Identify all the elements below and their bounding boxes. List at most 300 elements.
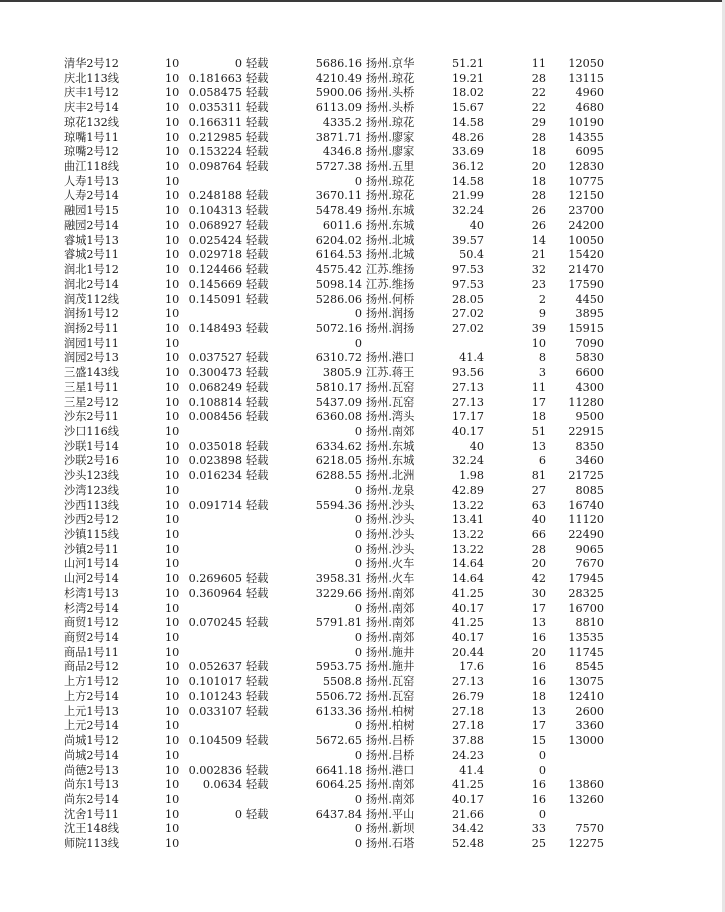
cell-voltage: 10 [165,837,180,851]
table-row [0,337,725,352]
cell-capacity: 5508.8 [322,675,362,689]
cell-total: 13535 [568,631,604,645]
cell-length: 13.22 [451,542,484,556]
cell-count: 26 [531,204,546,218]
cell-total: 24200 [568,218,604,232]
cell-line-name: 融园2号14 [64,218,119,232]
cell-total: 4450 [575,292,604,306]
cell-line-name: 师院113线 [64,837,119,851]
cell-load-status: 轻载 [246,675,269,689]
cell-count: 51 [531,424,546,438]
cell-line-name: 尚东2号14 [64,792,119,806]
cell-length: 41.4 [459,351,484,365]
cell-substation: 扬州.南郊 [366,601,415,615]
cell-length: 34.42 [451,822,484,836]
cell-voltage: 10 [165,277,180,291]
table-row [0,778,725,793]
cell-load-rate: 0.269605 [188,572,242,586]
cell-load-rate: 0.166311 [188,115,242,129]
cell-total: 15915 [568,321,604,335]
cell-capacity: 6113.09 [315,101,362,115]
cell-total: 8085 [575,483,604,497]
cell-voltage: 10 [165,704,180,718]
table-row [0,793,725,808]
cell-length: 19.21 [451,71,484,85]
cell-capacity: 6011.6 [322,218,362,232]
cell-line-name: 润茂112线 [64,292,119,306]
cell-capacity: 0 [354,424,362,438]
cell-substation: 扬州.北城 [366,233,415,247]
cell-load-status: 轻载 [246,439,269,453]
cell-line-name: 睿城1号13 [64,233,119,247]
cell-total: 5830 [575,351,604,365]
table-row [0,72,725,87]
cell-voltage: 10 [165,71,180,85]
cell-total: 4300 [575,380,604,394]
cell-capacity: 5727.38 [315,160,362,174]
cell-total: 13000 [568,734,604,748]
table-row [0,101,725,116]
table-row [0,484,725,499]
cell-substation: 扬州.东城 [366,439,415,453]
cell-length: 27.18 [451,719,484,733]
cell-total: 10050 [568,233,604,247]
cell-capacity: 0 [354,719,362,733]
cell-substation: 扬州.琼花 [366,189,415,203]
cell-load-status: 轻载 [246,277,269,291]
cell-substation: 扬州.头桥 [366,101,415,115]
cell-capacity: 0 [354,748,362,762]
cell-capacity: 5672.65 [315,734,362,748]
cell-voltage: 10 [165,616,180,630]
table-row [0,322,725,337]
table-row [0,528,725,543]
cell-capacity: 0 [354,336,362,350]
cell-substation: 扬州.南郊 [366,792,415,806]
cell-capacity: 6218.05 [315,454,362,468]
cell-voltage: 10 [165,366,180,380]
cell-substation: 扬州.港口 [366,763,415,777]
cell-voltage: 10 [165,557,180,571]
cell-total: 11120 [568,513,604,527]
cell-total: 23700 [568,204,604,218]
cell-length: 33.69 [451,145,484,159]
cell-count: 22 [531,101,546,115]
table-row [0,145,725,160]
cell-load-rate: 0.360964 [188,586,242,600]
cell-line-name: 庆北113线 [64,71,119,85]
cell-load-status: 轻载 [246,778,269,792]
cell-length: 18.02 [451,86,484,100]
cell-count: 10 [531,336,546,350]
cell-count: 27 [531,483,546,497]
cell-voltage: 10 [165,483,180,497]
cell-length: 13.22 [451,498,484,512]
cell-substation: 扬州.沙头 [366,498,415,512]
cell-substation: 扬州.京华 [366,57,415,70]
cell-voltage: 10 [165,307,180,321]
table-row [0,749,725,764]
cell-load-rate: 0.058475 [188,86,242,100]
cell-length: 15.67 [451,101,484,115]
cell-substation: 扬州.五里 [366,160,415,174]
cell-substation: 扬州.湾头 [366,410,415,424]
cell-line-name: 沙联1号14 [64,439,119,453]
cell-line-name: 润扬2号11 [64,321,119,335]
cell-count: 22 [531,86,546,100]
cell-voltage: 10 [165,763,180,777]
cell-count: 8 [538,351,546,365]
cell-total: 17590 [568,277,604,291]
cell-line-name: 润北2号14 [64,277,119,291]
cell-total: 12830 [568,160,604,174]
cell-count: 32 [531,263,546,277]
cell-total: 11280 [568,395,604,409]
cell-substation: 扬州.润扬 [366,321,415,335]
cell-capacity: 4210.49 [315,71,362,85]
cell-substation: 扬州.施井 [366,660,415,674]
cell-load-rate: 0.068927 [188,218,242,232]
cell-voltage: 10 [165,218,180,232]
cell-voltage: 10 [165,675,180,689]
cell-count: 2 [538,292,546,306]
cell-voltage: 10 [165,233,180,247]
cell-count: 17 [531,395,546,409]
cell-count: 13 [531,439,546,453]
table-row [0,410,725,425]
top-border [0,0,725,2]
cell-line-name: 沙联2号16 [64,454,119,468]
cell-total: 15420 [568,248,604,262]
table-row [0,543,725,558]
cell-capacity: 0 [354,174,362,188]
cell-line-name: 睿城2号11 [64,248,119,262]
cell-count: 18 [531,145,546,159]
cell-voltage: 10 [165,660,180,674]
cell-length: 13.22 [451,528,484,541]
table-row [0,440,725,455]
spreadsheet-table [0,57,725,852]
cell-count: 15 [531,734,546,748]
cell-total: 7670 [575,557,604,571]
cell-count: 26 [531,218,546,232]
cell-load-rate: 0.212985 [188,130,242,144]
cell-count: 63 [531,498,546,512]
cell-count: 16 [531,660,546,674]
table-row [0,307,725,322]
cell-load-status: 轻载 [246,218,269,232]
cell-total: 6600 [575,366,604,380]
cell-length: 14.58 [451,174,484,188]
cell-voltage: 10 [165,145,180,159]
table-row [0,351,725,366]
cell-capacity: 0 [354,645,362,659]
cell-length: 17.6 [459,660,484,674]
cell-line-name: 人寿1号13 [64,174,119,188]
table-row [0,219,725,234]
cell-length: 24.23 [451,748,484,762]
cell-substation: 扬州.石塔 [366,837,415,851]
cell-total: 6095 [575,145,604,159]
cell-capacity: 0 [354,557,362,571]
cell-voltage: 10 [165,586,180,600]
cell-count: 9 [538,307,546,321]
cell-total: 2600 [575,704,604,718]
cell-line-name: 琼嘴2号12 [64,145,119,159]
cell-total: 10190 [568,115,604,129]
cell-count: 17 [531,719,546,733]
table-row [0,425,725,440]
table-row [0,131,725,146]
cell-total: 16740 [568,498,604,512]
cell-substation: 扬州.沙头 [366,542,415,556]
cell-load-status: 轻载 [246,189,269,203]
cell-capacity: 5286.06 [315,292,362,306]
cell-total: 9500 [575,410,604,424]
table-row [0,189,725,204]
cell-capacity: 5791.81 [315,616,362,630]
cell-voltage: 10 [165,380,180,394]
cell-substation: 扬州.头桥 [366,86,415,100]
cell-count: 29 [531,115,546,129]
cell-count: 18 [531,689,546,703]
cell-length: 41.25 [451,586,484,600]
cell-load-rate: 0.098764 [188,160,242,174]
cell-line-name: 山河2号14 [64,572,119,586]
cell-total: 3895 [575,307,604,321]
table-row [0,808,725,823]
cell-capacity: 0 [354,528,362,541]
cell-total: 13860 [568,778,604,792]
cell-length: 97.53 [451,277,484,291]
cell-count: 16 [531,675,546,689]
cell-line-name: 庆丰2号14 [64,101,119,115]
cell-load-status: 轻载 [246,454,269,468]
cell-line-name: 商贸1号12 [64,616,119,630]
cell-total: 7090 [575,336,604,350]
cell-voltage: 10 [165,57,180,70]
cell-load-status: 轻载 [246,263,269,277]
cell-load-rate: 0.145091 [188,292,242,306]
cell-length: 14.58 [451,115,484,129]
cell-total: 3460 [575,454,604,468]
cell-length: 27.13 [451,380,484,394]
cell-load-status: 轻载 [246,248,269,262]
cell-length: 37.88 [451,734,484,748]
cell-length: 27.13 [451,395,484,409]
cell-load-rate: 0 [234,807,242,821]
cell-count: 16 [531,792,546,806]
table-row [0,454,725,469]
cell-line-name: 三盛143线 [64,366,119,380]
cell-capacity: 5506.72 [315,689,362,703]
cell-capacity: 0 [354,631,362,645]
cell-load-status: 轻载 [246,57,269,70]
cell-voltage: 10 [165,454,180,468]
cell-substation: 扬州.吕桥 [366,734,415,748]
cell-count: 20 [531,557,546,571]
table-row [0,822,725,837]
cell-voltage: 10 [165,572,180,586]
cell-voltage: 10 [165,174,180,188]
cell-load-rate: 0.104509 [188,734,242,748]
cell-load-status: 轻载 [246,586,269,600]
cell-voltage: 10 [165,248,180,262]
cell-line-name: 上元2号14 [64,719,119,733]
cell-substation: 江苏.维扬 [366,277,415,291]
cell-load-status: 轻载 [246,115,269,129]
cell-capacity: 5953.75 [315,660,362,674]
cell-load-status: 轻载 [246,145,269,159]
cell-total: 7570 [575,822,604,836]
cell-voltage: 10 [165,792,180,806]
cell-length: 40.17 [451,631,484,645]
cell-count: 20 [531,160,546,174]
cell-substation: 扬州.南郊 [366,586,415,600]
cell-length: 40.17 [451,601,484,615]
cell-line-name: 沈王148线 [64,822,119,836]
cell-count: 0 [538,748,546,762]
cell-voltage: 10 [165,734,180,748]
cell-substation: 江苏.蒋王 [366,366,415,380]
cell-load-status: 轻载 [246,763,269,777]
cell-capacity: 5594.36 [315,498,362,512]
cell-voltage: 10 [165,689,180,703]
cell-length: 39.57 [451,233,484,247]
cell-capacity: 5810.17 [315,380,362,394]
cell-substation: 扬州.南郊 [366,616,415,630]
cell-substation: 扬州.廖家 [366,130,415,144]
cell-substation: 扬州.沙头 [366,513,415,527]
table-row [0,86,725,101]
cell-total: 12050 [568,57,604,70]
cell-line-name: 尚东1号13 [64,778,119,792]
cell-line-name: 庆丰1号12 [64,86,119,100]
cell-count: 13 [531,704,546,718]
cell-substation: 扬州.柏树 [366,704,415,718]
table-row [0,705,725,720]
table-row [0,631,725,646]
cell-load-rate: 0.101017 [188,675,242,689]
cell-load-rate: 0.037527 [188,351,242,365]
cell-substation: 扬州.瓦窑 [366,380,415,394]
cell-count: 30 [531,586,546,600]
table-row [0,675,725,690]
cell-count: 3 [538,366,546,380]
cell-load-rate: 0.002836 [188,763,242,777]
table-row [0,734,725,749]
cell-capacity: 0 [354,483,362,497]
cell-length: 26.79 [451,689,484,703]
cell-substation: 扬州.琼花 [366,174,415,188]
cell-load-status: 轻载 [246,660,269,674]
cell-length: 41.4 [459,763,484,777]
cell-voltage: 10 [165,439,180,453]
cell-voltage: 10 [165,204,180,218]
cell-total: 22915 [568,424,604,438]
cell-capacity: 4335.2 [322,115,362,129]
cell-substation: 扬州.东城 [366,454,415,468]
cell-line-name: 沙湾123线 [64,483,119,497]
cell-load-status: 轻载 [246,380,269,394]
cell-voltage: 10 [165,469,180,483]
table-row [0,396,725,411]
cell-voltage: 10 [165,528,180,541]
cell-load-rate: 0.070245 [188,616,242,630]
cell-voltage: 10 [165,351,180,365]
cell-count: 17 [531,601,546,615]
cell-voltage: 10 [165,807,180,821]
table-row [0,572,725,587]
cell-load-status: 轻载 [246,807,269,821]
cell-substation: 扬州.火车 [366,557,415,571]
cell-capacity: 6064.25 [315,778,362,792]
cell-capacity: 3958.31 [315,572,362,586]
cell-substation: 扬州.北城 [366,248,415,262]
cell-voltage: 10 [165,498,180,512]
cell-capacity: 3805.9 [322,366,362,380]
cell-substation: 扬州.北洲 [366,469,415,483]
cell-line-name: 沙镇115线 [64,528,119,541]
cell-substation: 扬州.南郊 [366,631,415,645]
cell-voltage: 10 [165,160,180,174]
cell-line-name: 三星1号11 [64,380,119,394]
cell-load-rate: 0.068249 [188,380,242,394]
cell-length: 14.64 [451,572,484,586]
cell-total: 13115 [568,71,604,85]
cell-length: 14.64 [451,557,484,571]
cell-voltage: 10 [165,513,180,527]
cell-capacity: 6334.62 [315,439,362,453]
cell-capacity: 3871.71 [315,130,362,144]
cell-load-rate: 0.025424 [188,233,242,247]
cell-count: 18 [531,410,546,424]
cell-substation: 扬州.南郊 [366,424,415,438]
cell-substation: 扬州.琼花 [366,71,415,85]
cell-capacity: 6288.55 [315,469,362,483]
cell-total: 22490 [568,528,604,541]
cell-substation: 扬州.平山 [366,807,415,821]
cell-substation: 扬州.瓦窑 [366,395,415,409]
cell-line-name: 润北1号12 [64,263,119,277]
cell-substation: 扬州.廖家 [366,145,415,159]
table-row [0,557,725,572]
cell-load-status: 轻载 [246,351,269,365]
cell-voltage: 10 [165,395,180,409]
cell-length: 42.89 [451,483,484,497]
cell-length: 27.18 [451,704,484,718]
cell-voltage: 10 [165,115,180,129]
cell-load-rate: 0.052637 [188,660,242,674]
cell-capacity: 5072.16 [315,321,362,335]
cell-line-name: 沈舍1号11 [64,807,119,821]
cell-substation: 扬州.润扬 [366,307,415,321]
table-row [0,837,725,852]
cell-voltage: 10 [165,321,180,335]
cell-voltage: 10 [165,101,180,115]
cell-total: 16700 [568,601,604,615]
cell-voltage: 10 [165,719,180,733]
table-row [0,263,725,278]
cell-line-name: 润园1号11 [64,336,119,350]
cell-capacity: 5900.06 [315,86,362,100]
cell-count: 16 [531,778,546,792]
cell-line-name: 上方2号14 [64,689,119,703]
cell-total: 9065 [575,542,604,556]
cell-count: 13 [531,616,546,630]
cell-line-name: 尚城1号12 [64,734,119,748]
cell-substation: 扬州.东城 [366,218,415,232]
